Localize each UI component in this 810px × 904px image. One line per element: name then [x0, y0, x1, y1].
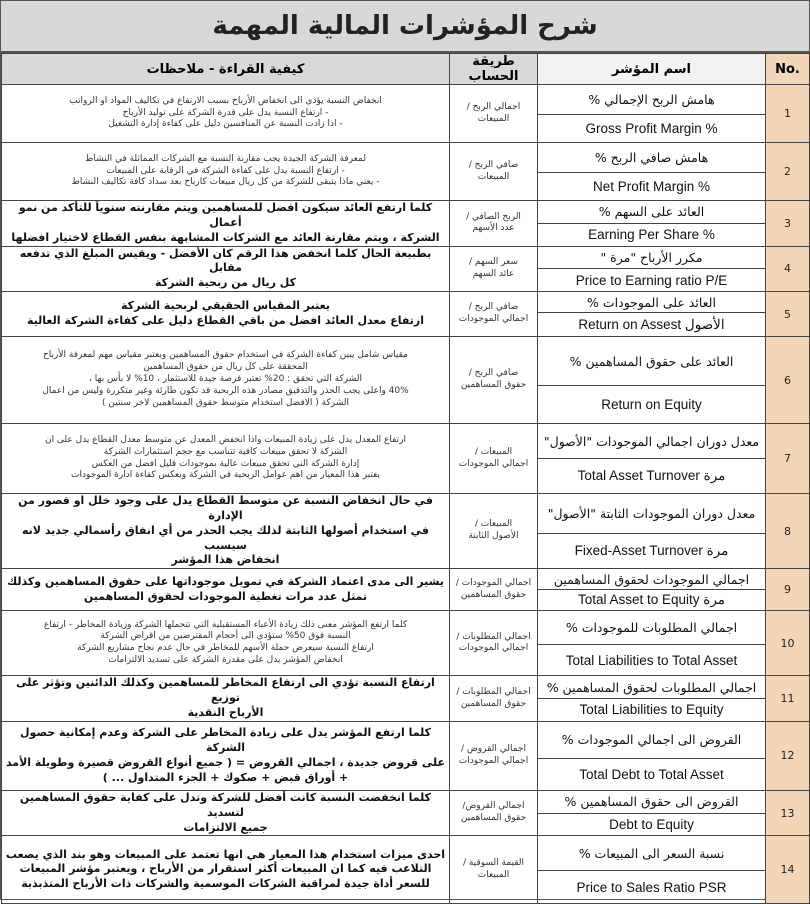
method-cell [450, 292, 538, 337]
notes-line: - اذا زادت النسبة عن المنافسين دليل على كفاءة إدارة التشغيل [108, 119, 343, 130]
indicator-name-arabic: العائد على حقوق المساهمين % [538, 337, 766, 386]
method-line: اجمالي الموجودات [458, 458, 529, 469]
notes-line: التلاعب فيه كما ان المبيعات أكثر استقرار من الأرباح ، ويعتبر مؤشر المبيعات [19, 862, 432, 876]
table-row [2, 85, 810, 115]
method-cell [450, 85, 538, 143]
notes-cell [2, 790, 450, 836]
row-number: 7 [766, 424, 810, 494]
method-cell [450, 569, 538, 611]
indicator-name-arabic: معدل دوران الموجودات الثابتة "الأصول" [538, 494, 766, 534]
table-row [2, 337, 810, 386]
method-line: حقوق المساهمين [460, 589, 527, 600]
indicator-name-english: Return on Assest الأصول [538, 313, 766, 337]
row-number: 13 [766, 790, 810, 836]
notes-line: النسبة فوق 50% ستؤدي الى أحجام المقترضين من اقراض الشركة [100, 631, 351, 642]
indicator-name-english: Fixed-Asset Turnover مرة [538, 534, 766, 569]
indicator-name-english: Debt to Equity [538, 813, 766, 836]
indicator-name-english: Price to Earning ratio P/E [538, 269, 766, 292]
table-row [2, 569, 810, 590]
notes-line: مقياس شامل يبين كفاءة الشركة في استخدام حقوق المساهمين ويعتبر مقياس مهم لمعرفة الأرباح [42, 350, 409, 361]
notes-line: الشركة لا تحقق مبيعات كافية تتناسب مع حجم استثمارات الشركة [103, 446, 348, 457]
row-number: 8 [766, 494, 810, 569]
indicator-name-english: Total Liabilities to Total Asset [538, 645, 766, 676]
table-row [2, 836, 810, 871]
method-line: اجمالي المطلوبات / [456, 686, 531, 697]
row-number: 5 [766, 292, 810, 337]
notes-line: على قروض جديدة ، اجمالي القروض = ( جميع أنواع القروض قصيرة وطويلة الأمد [5, 755, 446, 769]
method-line: اجمالي الربح / [466, 101, 521, 112]
method-line: صافي الربح / [468, 159, 519, 170]
indicator-name-english: Total Liabilities to Equity [538, 699, 766, 722]
notes-cell [2, 424, 450, 494]
method-line: عائد السهم [472, 268, 515, 279]
table-row [2, 143, 810, 173]
notes-cell [2, 836, 450, 904]
notes-cell [2, 611, 450, 676]
notes-line: - ارتفاع النسبة يدل على قدرة الشركة على توليد الأرباح [122, 107, 329, 118]
notes-line: انخفاض هذا المؤشر [171, 553, 280, 567]
indicator-name-arabic: هامش الربح الإجمالي % [538, 85, 766, 115]
method-cell [450, 836, 538, 904]
notes-line: كلما ارتفع المؤشر معنى ذلك زيادة الأعباء المستقبلية التي تتحملها الشركة وزيادة المخاطر - ارتفاع [43, 619, 408, 630]
notes-cell [2, 292, 450, 337]
header-name: اسم المؤشر [538, 54, 766, 85]
header-method: طريقة الحساب [450, 54, 538, 85]
indicator-name-arabic: اجمالي المطلوبات لحقوق المساهمين % [538, 676, 766, 699]
table-row [2, 424, 810, 459]
method-line: حقوق المساهمين [460, 813, 527, 824]
notes-line: يعتبر المقياس الحقيقي لربحية الشركة [121, 299, 330, 313]
indicator-name-english: Gross Profit Margin % [538, 115, 766, 143]
indicator-name-arabic: معدل دوران اجمالي الموجودات "الأصول" [538, 424, 766, 459]
method-line: صافي الربح / [468, 302, 519, 313]
notes-line: انخفاض النسبة يؤدي الى انخفاض الأرباح بسبب الارتفاع في تكاليف المواد او الرواتب [69, 95, 382, 106]
notes-line: المحققة على كل ريال من حقوق المساهمين [143, 362, 308, 373]
indicator-name-english: Total Debt to Total Asset [538, 758, 766, 790]
notes-line: جميع الالتزامات [183, 820, 268, 834]
method-cell [450, 246, 538, 292]
notes-line: كلما انخفضت النسبة كانت أفضل للشركة وتدل على كفاية حقوق المساهمين لتسديد [19, 790, 432, 819]
method-line: اجمالي الموجودات [458, 755, 529, 766]
table-row [2, 292, 810, 313]
notes-line: كل ريال من ربحية الشركة [155, 276, 296, 290]
method-line: المبيعات [477, 869, 510, 880]
table-row [2, 201, 810, 224]
notes-cell [2, 337, 450, 424]
indicator-name-english: Total Asset to Equity مرة [538, 590, 766, 611]
row-number: 1 [766, 85, 810, 143]
method-line: اجمالي القروض/ [462, 801, 525, 812]
method-cell [450, 424, 538, 494]
table-row [2, 611, 810, 645]
row-number: 12 [766, 721, 810, 790]
row-number: 4 [766, 246, 810, 292]
notes-cell [2, 246, 450, 292]
row-number: 14 [766, 836, 810, 904]
notes-line: يشير الى مدى اعتماد الشركة في تمويل موجوداتها على حقوق المساهمين وكذلك [7, 574, 444, 588]
header-number: No. [766, 54, 810, 85]
row-number: 6 [766, 337, 810, 424]
notes-line: - ارتفاع النسبة يدل على كفاءة الشركة في الرقابة على المبيعات [106, 165, 345, 176]
method-line: اجمالي الموجودات [458, 314, 529, 325]
method-line: الأصول الثابتة [468, 531, 519, 542]
method-line: اجمالي القروض / [461, 744, 526, 755]
indicator-name-english: Net Profit Margin % [538, 173, 766, 201]
method-cell [450, 143, 538, 201]
method-line: المبيعات / [474, 446, 513, 457]
header-row [2, 54, 810, 85]
indicator-name-arabic: القروض الى حقوق المساهمين % [538, 790, 766, 813]
indicator-name-english: Total Asset Turnover مرة [538, 459, 766, 494]
header-notes: كيفية القراءة - ملاحظات [2, 54, 450, 85]
notes-line: في حال انخفاض النسبة عن متوسط القطاع يدل على وجود خلل او قصور من الإدارة [18, 494, 433, 522]
indicator-name-english: Return on Equity [538, 386, 766, 424]
page-title: شرح المؤشرات المالية المهمة [1, 1, 809, 53]
notes-line: ارتفاع النسبة تؤدي الى ارتفاع المخاطر للمساهمين وكذلك الدائنين وتؤثر على توزيع [16, 676, 435, 705]
method-line: حقوق المساهمين [460, 698, 527, 709]
notes-line: ارتفاع معدل العائد افضل من باقي القطاع دليل على كفاءة الشركة العالية [27, 314, 424, 328]
notes-line: 40% واعلى يجب الحذر والتدقيق مصادر هذه الربحية قد تكون طارئة وغير متكررة وليس من اعمال [42, 386, 409, 396]
method-cell [450, 494, 538, 569]
method-line: المبيعات [477, 113, 510, 124]
indicator-name-arabic: القروض الى اجمالي الموجودات % [538, 721, 766, 758]
method-line: اجمالي الموجودات [458, 643, 529, 654]
method-cell [450, 201, 538, 247]
indicator-name-arabic: نسبة السعر الى المبيعات % [538, 836, 766, 871]
table-body [2, 85, 810, 904]
notes-line: لمعرفة الشركة الجيدة يجب مقارنة النسبة مع الشركات المماثلة في النشاط [85, 153, 366, 164]
table-row [2, 721, 810, 758]
notes-line: كلما ارتفع العائد سيكون افضل للمساهمين ويتم مقارنته سنوياً للتأكد من نمو أعمال [18, 201, 433, 229]
notes-cell [2, 201, 450, 247]
indicator-name-arabic: مكرر الأرباح "مرة " [538, 246, 766, 269]
notes-line: بطبيعة الحال كلما انخفض هذا الرقم كان الأفضل - ويقيس المبلغ الذي تدفعه مقابل [19, 246, 432, 275]
notes-line: في استخدام أصولها الثابتة لذلك يجب الحذر من أي انفاق رأسمالي جديد لانه سيسبب [22, 523, 429, 552]
method-line: عدد الأسهم [472, 223, 515, 234]
method-line: القيمة السوقية / [462, 858, 525, 869]
indicator-name-english: Price to Sales Ratio PSR [538, 871, 766, 904]
method-line: الربح الصافي / [466, 211, 521, 222]
notes-line: كلما ارتفع المؤشر يدل على زيادة المخاطر على الشركة وعدم إمكانية حصول الشركة [20, 726, 431, 754]
indicators-table [1, 53, 810, 904]
indicator-name-english: Earning Per Share % [538, 223, 766, 246]
notes-line: الشركة التي تحقق : 20% تعتبر فرصة جيدة للاستثمار ، 10% لا بأس بها ، [89, 374, 362, 385]
method-line: المبيعات / [474, 519, 513, 530]
method-cell [450, 676, 538, 722]
notes-cell [2, 85, 450, 143]
notes-line: الشركة ( الافضل استخدام متوسط حقوق المساهمين لاخر سنتين ) [102, 397, 349, 408]
method-cell [450, 611, 538, 676]
notes-line: يعتبر هذا المعيار من اهم عوامل الربحية في الشركة ويعكس كفاءة ادارة الموجودات [71, 470, 380, 481]
method-line: اجمالي المطلوبات / [456, 631, 531, 642]
table-row [2, 790, 810, 813]
notes-cell [2, 676, 450, 722]
notes-line: ارتفاع النسبة سيعرض حملة الأسهم للمخاطر في حال عدم نجاح مشاريع الشركة [77, 643, 374, 654]
notes-line: احدى ميزات استخدام هذا المعيار هي انها تعتمد على المبيعات وهو بند الذي يصعب [5, 847, 446, 861]
notes-line: - يعني ماذا يتبقى للشركة من كل ريال مبيعات كارباح بعد سداد كافة تكاليف النشاط [71, 177, 380, 188]
indicator-name-arabic: هامش صافي الربح % [538, 143, 766, 173]
indicator-name-arabic: العائد على الموجودات % [538, 292, 766, 313]
indicator-name-arabic: العائد على السهم % [538, 201, 766, 224]
row-number: 2 [766, 143, 810, 201]
table-row [2, 246, 810, 269]
notes-cell [2, 143, 450, 201]
notes-line: ارتفاع المعدل يدل على زيادة المبيعات واذا انخفض المعدل عن متوسط معدل القطاع يدل على ان [44, 434, 407, 445]
notes-line: انخفاض المؤشر يدل على مقدرة الشركة على تسديد الالتزامات [108, 655, 343, 666]
notes-line: للسعر أداة جيدة لمراقبة الشركات الموسمية والشركات ذات الأرباح المتذبذبة [21, 877, 430, 891]
method-cell [450, 790, 538, 836]
row-number: 10 [766, 611, 810, 676]
method-line: صافي الربح / [468, 368, 519, 379]
notes-cell [2, 569, 450, 611]
indicator-name-arabic: اجمالي المطلوبات للموجودات % [538, 611, 766, 645]
notes-line: الشركة ، ويتم مقارنة العائد مع الشركات المشابهة بنفس القطاع لاختيار افضلها [11, 230, 440, 244]
row-number: 3 [766, 201, 810, 247]
method-line: سعر السهم / [468, 257, 518, 268]
method-cell [450, 337, 538, 424]
notes-cell [2, 721, 450, 790]
notes-line: تمثل عدد مرات تغطية الموجودات لحقوق المساهمين [83, 589, 368, 603]
method-line: حقوق المساهمين [460, 380, 527, 391]
indicator-name-arabic: اجمالي الموجودات لحقوق المساهمين [538, 569, 766, 590]
method-line: المبيعات [477, 171, 510, 182]
method-cell [450, 721, 538, 790]
method-line: اجمالي الموجودات / [455, 578, 532, 589]
notes-line: + أوراق قبض + صكوك + الجزء المتداول ... ) [102, 770, 349, 784]
notes-cell [2, 494, 450, 569]
notes-line: الأرباح النقدية [187, 705, 264, 719]
notes-line: إدارة الشركة التي تحقق مبيعات عالية بموجودات قليل افضل من العكس [91, 458, 360, 469]
table-row [2, 494, 810, 534]
row-number: 11 [766, 676, 810, 722]
table-row [2, 676, 810, 699]
row-number: 9 [766, 569, 810, 611]
